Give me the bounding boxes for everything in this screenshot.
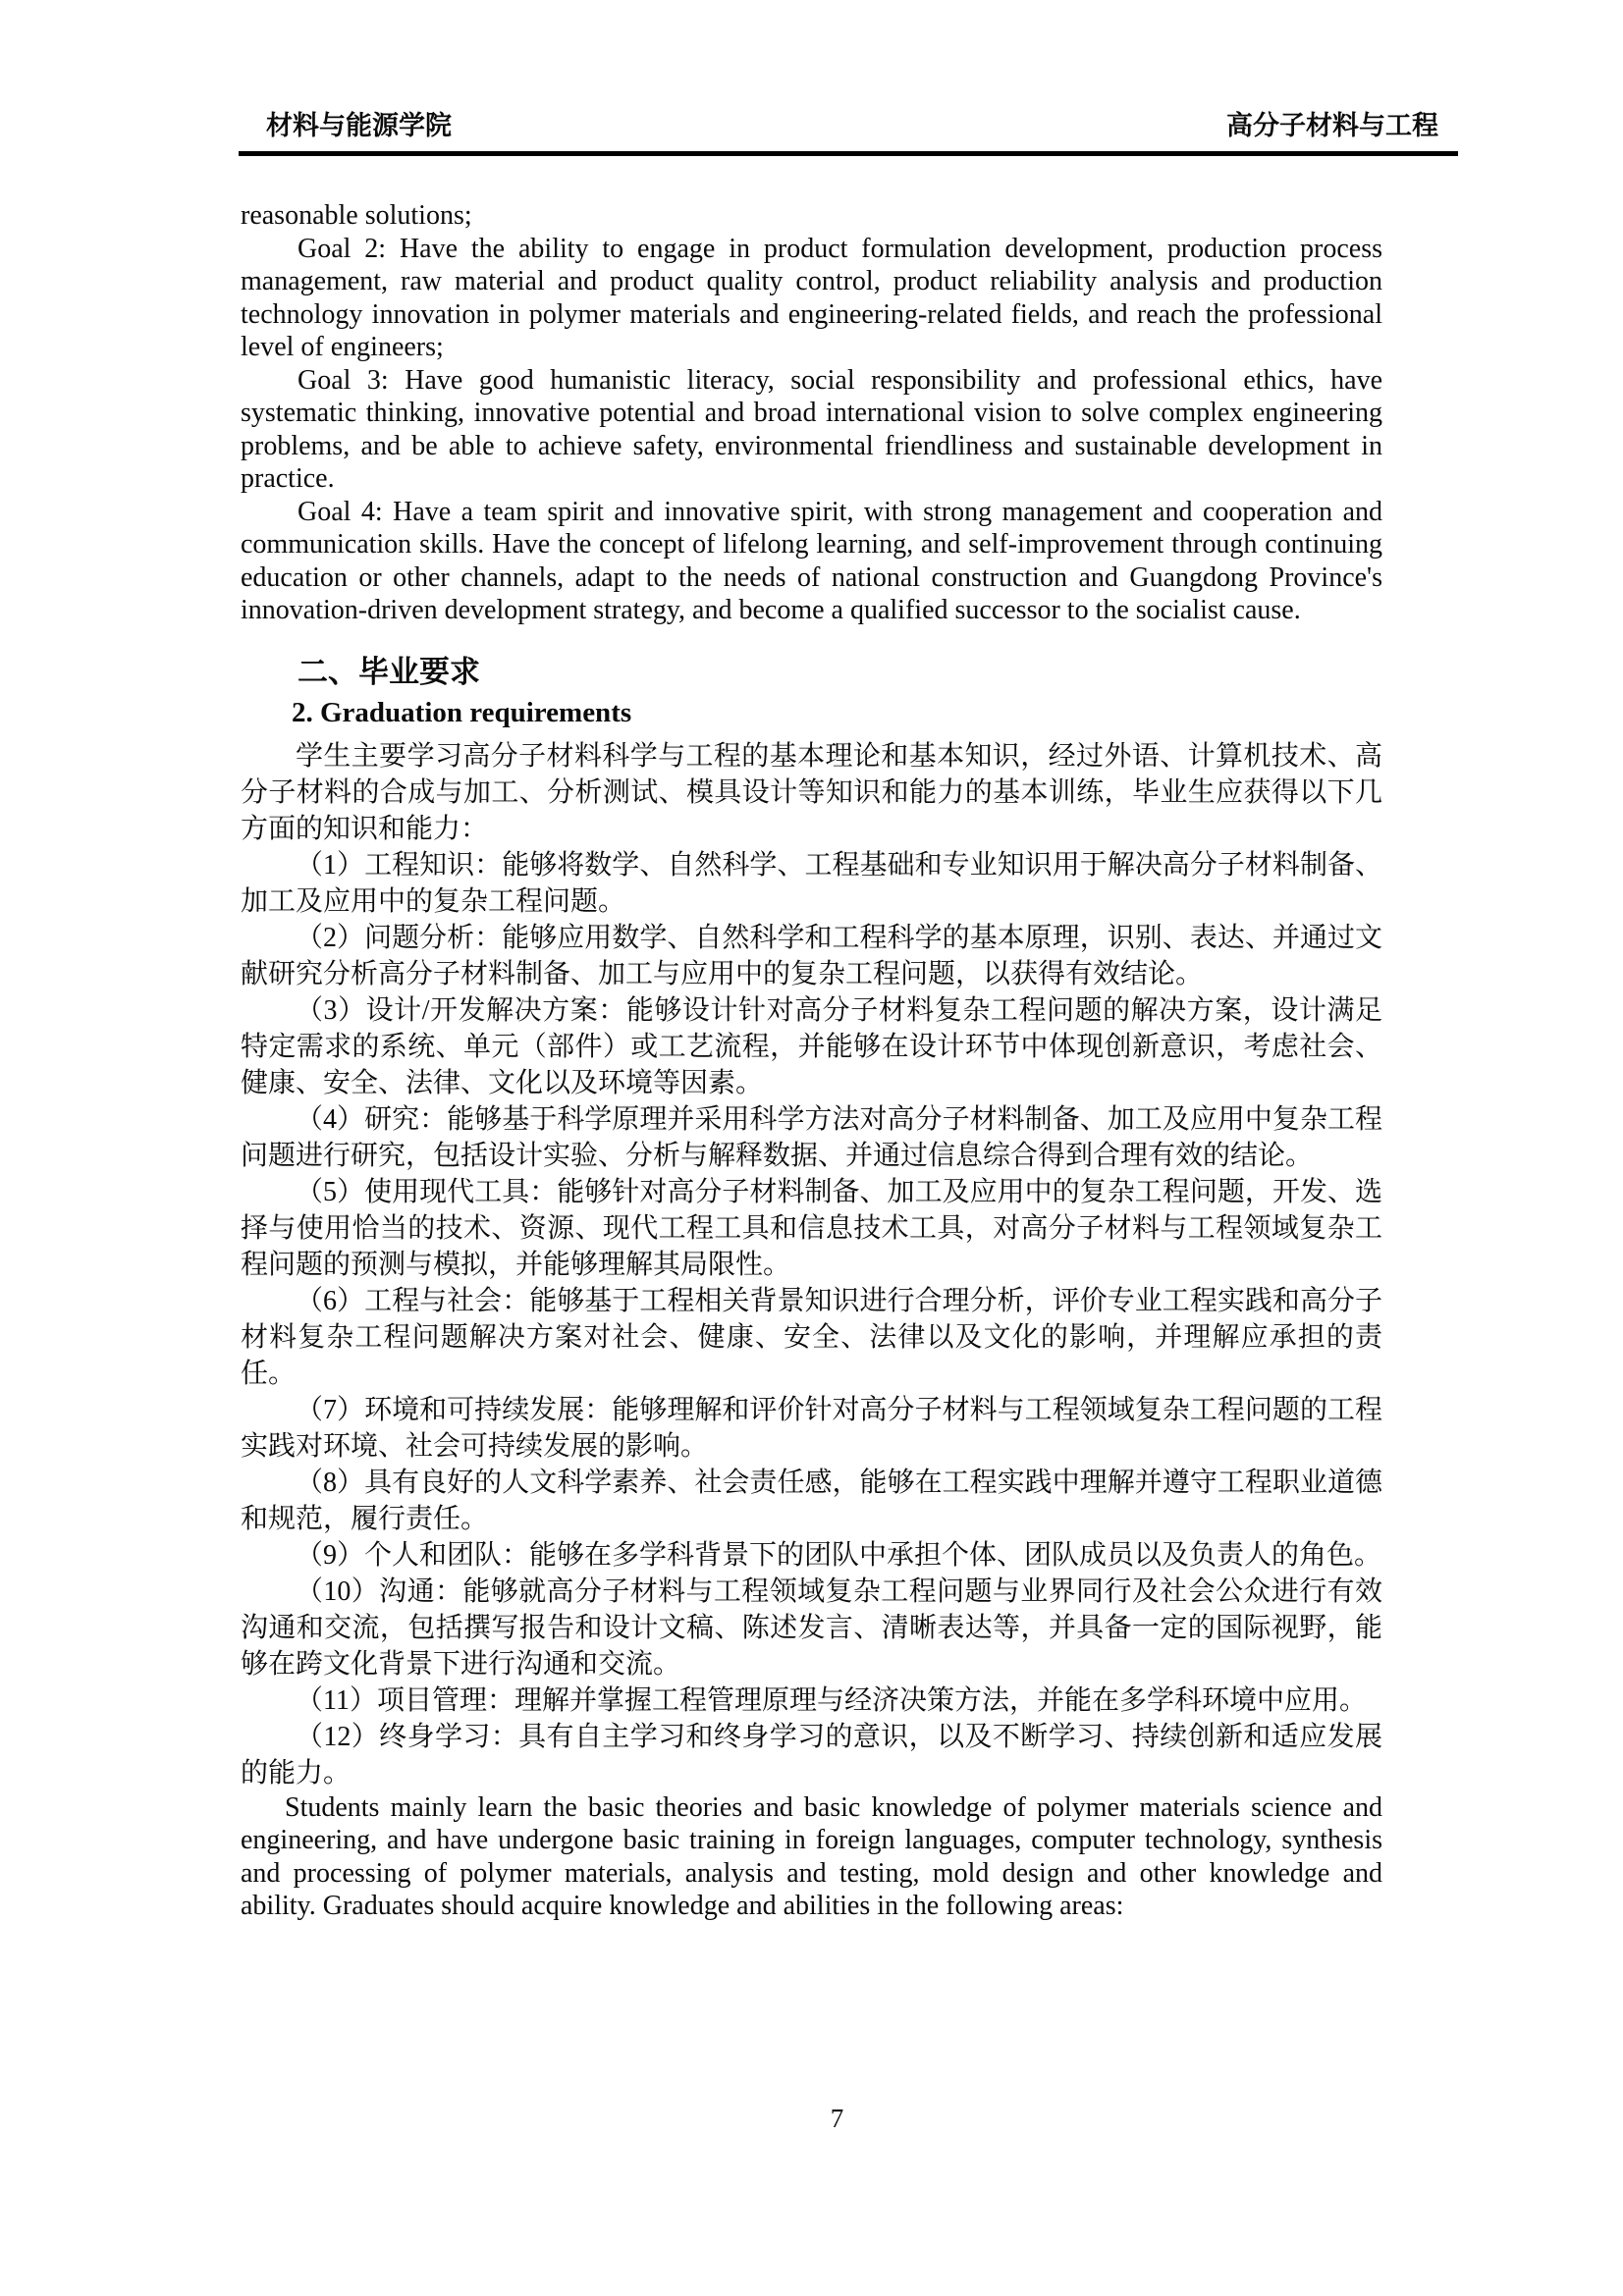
requirement-item-10: （10）沟通：能够就高分子材料与工程领域复杂工程问题与业界同行及社会公众进行有效沟通和交流，包括撰写报告和设计文稿、陈述发言、清晰表达等，并具备一定的国际视野，能够在跨文化背景下进行沟通和交流。 (241, 1575, 1382, 1680)
requirement-item-6: （6）工程与社会：能够基于工程相关背景知识进行合理分析，评价专业工程实践和高分子材料复杂工程问题解决方案对社会、健康、安全、法律以及文化的影响，并理解应承担的责任。 (241, 1285, 1382, 1389)
paragraph-goal-4: Goal 4: Have a team spirit and innovative spirit, with strong management and cooperation and communication skills. Have the concept of lifelong learning, and self-improvement through continuing education or other channels, adapt to the needs of national construction and Guangdong Province's innovation-driven development strategy, and become a qualified successor to the socialist cause. (241, 496, 1382, 625)
requirement-item-7: （7）环境和可持续发展：能够理解和评价针对高分子材料与工程领域复杂工程问题的工程实践对环境、社会可持续发展的影响。 (241, 1394, 1382, 1462)
paragraph-goal-3: Goal 3: Have good humanistic literacy, social responsibility and professional ethics, have systematic thinking, innovative potential and broad international vision to solve complex engineering problems, and be able to achieve safety, environmental friendliness and sustainable development in practice. (241, 364, 1382, 494)
requirement-item-1: （1）工程知识：能够将数学、自然科学、工程基础和专业知识用于解决高分子材料制备、加工及应用中的复杂工程问题。 (241, 849, 1382, 917)
page-header (239, 110, 1458, 156)
requirement-item-8: （8）具有良好的人文科学素养、社会责任感，能够在工程实践中理解并遵守工程职业道德和规范，履行责任。 (241, 1467, 1382, 1534)
requirement-item-3: （3）设计/开发解决方案：能够设计针对高分子材料复杂工程问题的解决方案，设计满足特定需求的系统、单元（部件）或工艺流程，并能够在设计环节中体现创新意识，考虑社会、健康、安全、法律、文化以及环境等因素。 (241, 994, 1382, 1098)
header-program: 高分子材料与工程 (1226, 111, 1438, 140)
paragraph-goal-2: Goal 2: Have the ability to engage in product formulation development, production process management, raw material and product quality control, product reliability analysis and production technology innovation in polymer materials and engineering-related fields, and reach the professional level of engineers; (241, 233, 1382, 362)
requirement-item-4: （4）研究：能够基于科学原理并采用科学方法对高分子材料制备、加工及应用中复杂工程问题进行研究，包括设计实验、分析与解释数据、并通过信息综合得到合理有效的结论。 (241, 1103, 1382, 1171)
page-number: 7 (830, 2104, 844, 2133)
requirement-item-11: （11）项目管理：理解并掌握工程管理原理与经济决策方法，并能在多学科环境中应用。 (296, 1684, 1367, 1716)
requirement-item-9: （9）个人和团队：能够在多学科背景下的团队中承担个体、团队成员以及负责人的角色。 (296, 1539, 1382, 1571)
requirement-item-12: （12）终身学习：具有自主学习和终身学习的意识，以及不断学习、持续创新和适应发展的能力。 (241, 1721, 1382, 1789)
paragraph-intro-cn: 学生主要学习高分子材料科学与工程的基本理论和基本知识，经过外语、计算机技术、高分子材料的合成与加工、分析测试、模具设计等知识和能力的基本训练，毕业生应获得以下几方面的知识和能力： (241, 740, 1382, 844)
paragraph-continuation: reasonable solutions; (241, 200, 472, 231)
section-heading-cn: 二、毕业要求 (298, 654, 480, 689)
document-body (241, 199, 1382, 1923)
requirement-item-2: （2）问题分析：能够应用数学、自然科学和工程科学的基本原理，识别、表达、并通过文献研究分析高分子材料制备、加工与应用中的复杂工程问题，以获得有效结论。 (241, 922, 1382, 989)
section-heading-en: 2. Graduation requirements (292, 696, 632, 728)
paragraph-closing-en: Students mainly learn the basic theories and basic knowledge of polymer materials science and engineering, and have undergone basic training in foreign languages, computer technology, synthesis and processing of polymer materials, analysis and testing, mold design and other knowledge and ability. Graduates should acquire knowledge and abilities in the following areas: (241, 1791, 1382, 1921)
header-department: 材料与能源学院 (266, 111, 452, 140)
requirement-item-5: （5）使用现代工具：能够针对高分子材料制备、加工及应用中的复杂工程问题，开发、选择与使用恰当的技术、资源、现代工程工具和信息技术工具，对高分子材料与工程领域复杂工程问题的预测与模拟，并能够理解其局限性。 (241, 1176, 1382, 1280)
